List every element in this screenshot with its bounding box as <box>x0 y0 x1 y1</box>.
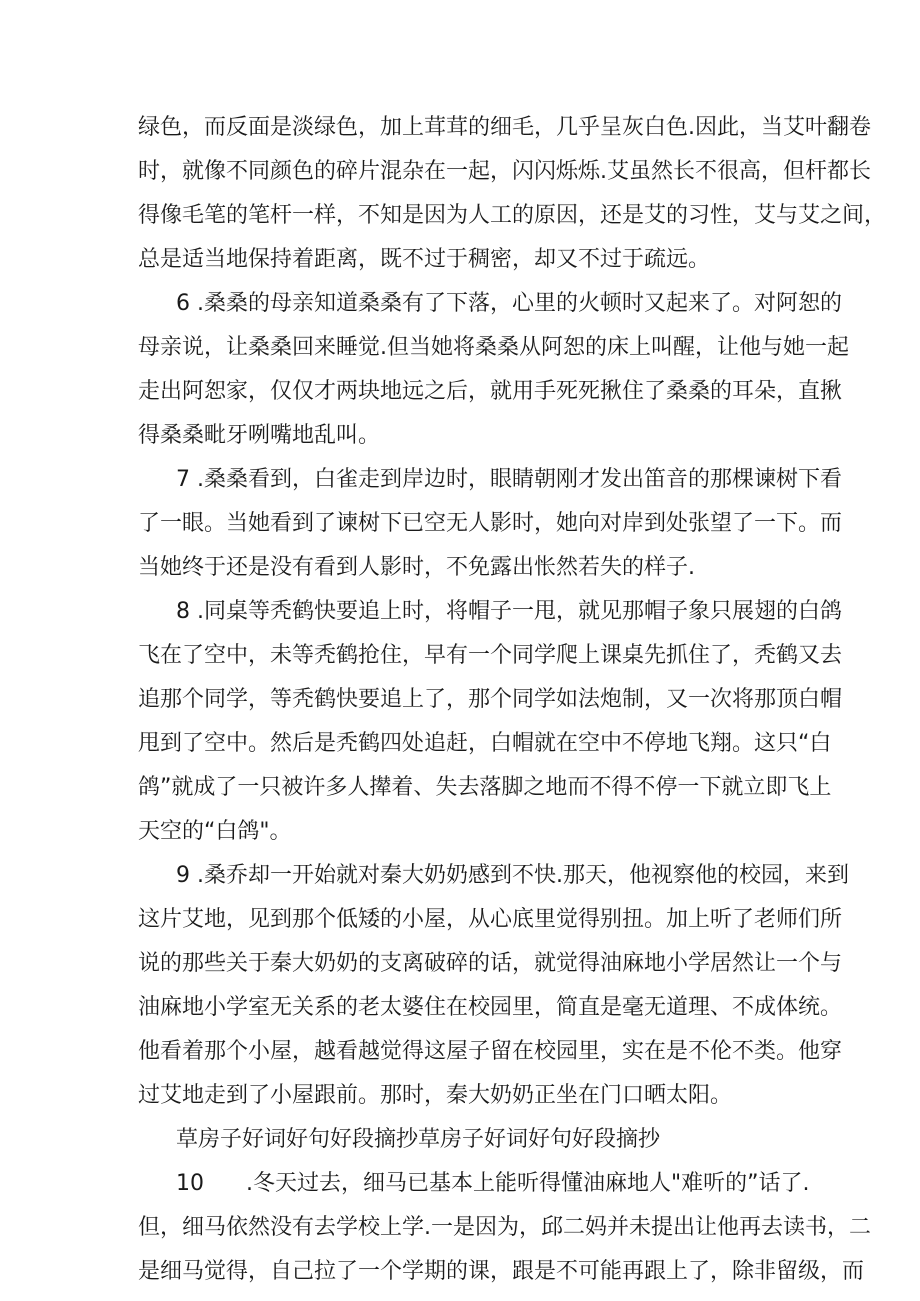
paragraph-8-start: 8 .同桌等秃鹤快要追上时，将帽子一甩，就见那帽子象只展翅的白鸽 <box>176 599 842 624</box>
text-line: 天空的“白鸽"。 <box>138 819 292 844</box>
text-line: 油麻地小学室无关系的老太婆住在校园里，简直是毫无道理、不成体统。 <box>138 995 843 1020</box>
text-line: 总是适当地保持着距离，既不过于稠密，却又不过于疏远。 <box>138 247 711 272</box>
text-line: 过艾地走到了小屋跟前。那时，秦大奶奶正坐在门口晒太阳。 <box>138 1083 733 1108</box>
text-line: 绿色，而反面是淡绿色，加上茸茸的细毛，几乎呈灰白色.因此，当艾叶翻卷 <box>138 115 871 140</box>
text-line: 甩到了空中。然后是秃鹤四处追赶，白帽就在空中不停地飞翔。这只“白 <box>138 731 832 756</box>
text-line: 他看着那个小屋，越看越觉得这屋子留在校园里，实在是不伦不类。他穿 <box>138 1039 843 1064</box>
text-line: 得像毛笔的笔杆一样，不知是因为人工的原因，还是艾的习性，艾与艾之间， <box>138 203 887 228</box>
text-line: 走出阿恕家，仅仅才两块地远之后，就用手死死揪住了桑桑的耳朵，直揪 <box>138 379 843 404</box>
text-line: 说的那些关于秦大奶奶的支离破碎的话，就觉得油麻地小学居然让一个与 <box>138 951 843 976</box>
paragraph-6-start: 6 .桑桑的母亲知道桑桑有了下落，心里的火顿时又起来了。对阿恕的 <box>176 291 842 316</box>
text-line: 当她终于还是没有看到人影时，不免露出怅然若失的样子. <box>138 555 695 580</box>
paragraph-9-start: 9 .桑乔却一开始就对秦大奶奶感到不快.那天，他视察他的校园，来到 <box>176 863 849 888</box>
text-line: 这片艾地，见到那个低矮的小屋，从心底里觉得别扭。加上听了老师们所 <box>138 907 843 932</box>
paragraph-10-start: 10 .冬天过去，细马已基本上能听得懂油麻地人"难听的”话了. <box>176 1171 810 1196</box>
text-line: 了一眼。当她看到了谏树下已空无人影时，她向对岸到处张望了一下。而 <box>138 511 843 536</box>
text-line: 是细马觉得，自己拉了一个学期的课，跟是不可能再跟上了，除非留级，而 <box>138 1259 865 1284</box>
section-heading: 草房子好词好句好段摘抄草房子好词好句好段摘抄 <box>176 1127 661 1152</box>
text-line: 母亲说，让桑桑回来睡觉.但当她将桑桑从阿恕的床上叫醒，让他与她一起 <box>138 335 849 360</box>
text-line: 鸽”就成了一只被许多人撵着、失去落脚之地而不得不停一下就立即飞上 <box>138 775 832 800</box>
paragraph-7-start: 7 .桑桑看到，白雀走到岸边时，眼睛朝刚才发出笛音的那棵谏树下看 <box>176 467 842 492</box>
text-line: 但，细马依然没有去学校上学.一是因为，邱二妈并未提出让他再去读书，二 <box>138 1215 871 1240</box>
text-line: 飞在了空中，未等秃鹤抢住，早有一个同学爬上课桌先抓住了，秃鹤又去 <box>138 643 843 668</box>
text-line: 追那个同学，等秃鹤快要追上了，那个同学如法炮制，又一次将那顶白帽 <box>138 687 843 712</box>
text-line: 得桑桑毗牙咧嘴地乱叫。 <box>138 423 381 448</box>
text-line: 时，就像不同颜色的碎片混杂在一起，闪闪烁烁.艾虽然长不很高，但杆都长 <box>138 159 871 184</box>
